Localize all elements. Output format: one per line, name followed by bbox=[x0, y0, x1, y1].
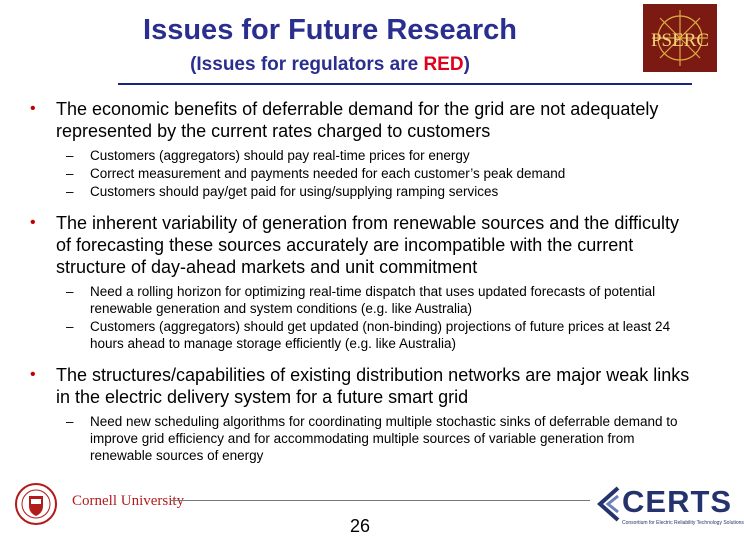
certs-logo bbox=[596, 484, 744, 532]
sub-list bbox=[30, 147, 694, 200]
dash-marker: – bbox=[66, 184, 74, 199]
cornell-seal-icon bbox=[14, 482, 58, 526]
dash-marker: – bbox=[66, 148, 74, 163]
bullet-text: The inherent variability of generation from renewable sources and the difficulty of forecasting these sources accurately are incompatible with the current structure of day-ahead markets and unit commitment bbox=[56, 213, 680, 277]
bullet-text: The economic benefits of deferrable demand for the grid are not adequately represented by the current rates charged to customers bbox=[56, 99, 659, 141]
sub-item bbox=[30, 165, 694, 182]
bullet-text: The structures/capabilities of existing distribution networks are major weak links in the electric delivery system for a future smart grid bbox=[56, 365, 690, 407]
dash-marker: – bbox=[66, 319, 74, 334]
sub-list bbox=[30, 413, 694, 464]
bullet-marker: • bbox=[30, 214, 36, 231]
sub-item bbox=[30, 413, 694, 464]
sub-item-text: Need a rolling horizon for optimizing real-time dispatch that uses updated forecasts of potential renewable generation and system conditions (e.g. like Australia) bbox=[90, 284, 656, 316]
slide-subtitle bbox=[0, 54, 660, 76]
certs-mark-icon bbox=[596, 486, 620, 522]
pserc-logo bbox=[643, 4, 717, 72]
bullet-marker: • bbox=[30, 366, 36, 383]
dash-marker: – bbox=[66, 166, 74, 181]
title-divider bbox=[118, 83, 692, 85]
pserc-logo-text: PSERC bbox=[650, 30, 710, 51]
sub-item-text: Need new scheduling algorithms for coordinating multiple stochastic sinks of deferrable demand to improve grid efficiency and for accommodating multiple sources of variable generation from renewable sources of energy bbox=[90, 414, 678, 463]
subtitle-suffix: ) bbox=[463, 54, 470, 75]
slide-body bbox=[30, 98, 694, 470]
sub-item-text: Customers (aggregators) should pay real-time prices for energy bbox=[90, 148, 470, 163]
footer-divider bbox=[170, 500, 590, 501]
sub-item-text: Customers (aggregators) should get updated (non-binding) projections of future prices at least 24 hours ahead to manage storage efficiently (e.g. like Australia) bbox=[90, 319, 671, 351]
slide-title: Issues for Future Research bbox=[143, 14, 517, 46]
page-number: 26 bbox=[349, 516, 371, 536]
subtitle-prefix: (Issues for regulators are bbox=[190, 54, 424, 75]
bullet-1 bbox=[30, 98, 694, 142]
certs-tagline: Consortium for Electric Reliability Technology Solutions bbox=[622, 520, 744, 526]
bullet-marker: • bbox=[30, 100, 36, 117]
sub-list bbox=[30, 283, 694, 352]
certs-wordmark: CERTS bbox=[622, 484, 733, 519]
sub-item bbox=[30, 147, 694, 164]
cornell-wordmark: Cornell University bbox=[72, 493, 185, 509]
bullet-2 bbox=[30, 212, 694, 278]
dash-marker: – bbox=[66, 284, 74, 299]
sub-item bbox=[30, 318, 694, 352]
sub-item-text: Customers should pay/get paid for using/supplying ramping services bbox=[90, 184, 499, 199]
sub-item-text: Correct measurement and payments needed for each customer’s peak demand bbox=[90, 166, 566, 181]
dash-marker: – bbox=[66, 414, 74, 429]
bullet-3 bbox=[30, 364, 694, 408]
sub-item bbox=[30, 283, 694, 317]
subtitle-red-word: RED bbox=[423, 54, 464, 75]
sub-item bbox=[30, 183, 694, 200]
